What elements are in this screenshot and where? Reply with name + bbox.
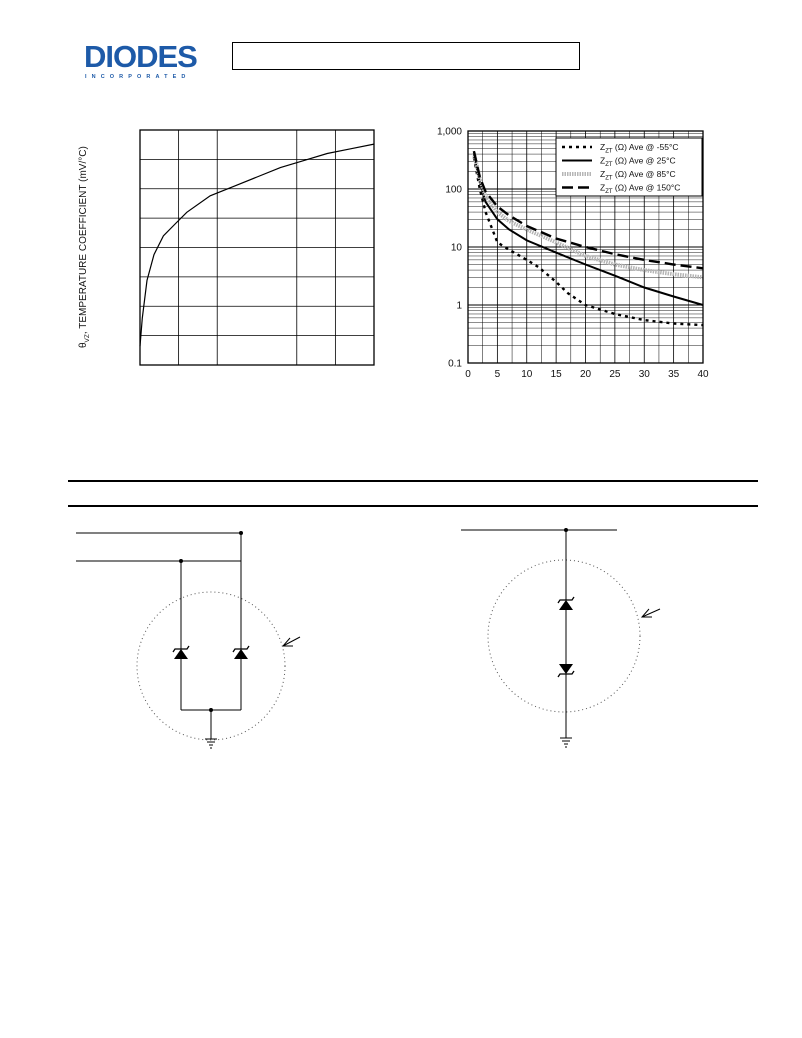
chart2-x-tick-label: 5 (494, 369, 501, 380)
chart2-x-ticks (465, 369, 709, 380)
ground-icon (560, 738, 572, 747)
chart1-grid (140, 130, 374, 365)
theta-symbol: θ (78, 342, 89, 348)
ylabel-rest: , TEMPERATURE COEFFICIENT (mV/°C) (78, 146, 89, 335)
chart2-y-tick-label: 10 (450, 242, 462, 254)
circuit-diagram-dual-common (70, 520, 330, 760)
chart2-x-tick-label: 15 (550, 369, 562, 380)
chart2-y-ticks (437, 127, 462, 370)
chart2-y-tick-label: 1,000 (436, 126, 462, 138)
impedance-chart (420, 120, 720, 385)
ylabel-subscript: VZ (84, 334, 91, 343)
chart2-x-tick-label: 25 (609, 369, 621, 380)
chart2-x-tick-label: 10 (521, 369, 533, 380)
circuit-diagram-back-to-back (455, 518, 695, 758)
header-title-box (232, 42, 580, 70)
chart2-x-tick-label: 0 (465, 369, 471, 380)
chart2-x-tick-label: 30 (638, 369, 650, 380)
chart2-legend-label: $Z_{ZT}$ (Ω) Ave @ -55°C (600, 142, 679, 155)
chart1-series-line (140, 144, 374, 346)
package-outline (488, 560, 640, 712)
chart2-legend-label: $Z_{ZT}$ (Ω) Ave @ 25°C (600, 155, 676, 168)
chart2-legend (556, 138, 702, 196)
chart2-x-tick-label: 20 (579, 369, 592, 380)
pointer-arrow-icon (642, 609, 660, 617)
section-rule-top (68, 480, 758, 482)
section-rule-bottom (68, 505, 758, 507)
chart2-legend-label: $Z_{ZT}$ (Ω) Ave @ 85°C (600, 169, 676, 182)
temperature-coefficient-chart (70, 120, 390, 380)
chart2-y-tick-label: 0.1 (448, 358, 462, 370)
chart1-y-axis-label (78, 146, 91, 348)
chart2-y-tick-label: 100 (445, 184, 462, 196)
chart2-x-tick-label: 40 (697, 369, 709, 380)
chart2-y-tick-label: 1 (456, 300, 462, 312)
chart2-legend-label: $Z_{ZT}$ (Ω) Ave @ 150°C (600, 182, 681, 195)
logo-subtext: INCORPORATED (85, 74, 191, 80)
diodes-logo (82, 40, 232, 80)
pointer-arrow-icon (283, 637, 300, 646)
logo-text: DIODES (84, 40, 197, 74)
chart2-x-tick-label: 35 (668, 369, 680, 380)
